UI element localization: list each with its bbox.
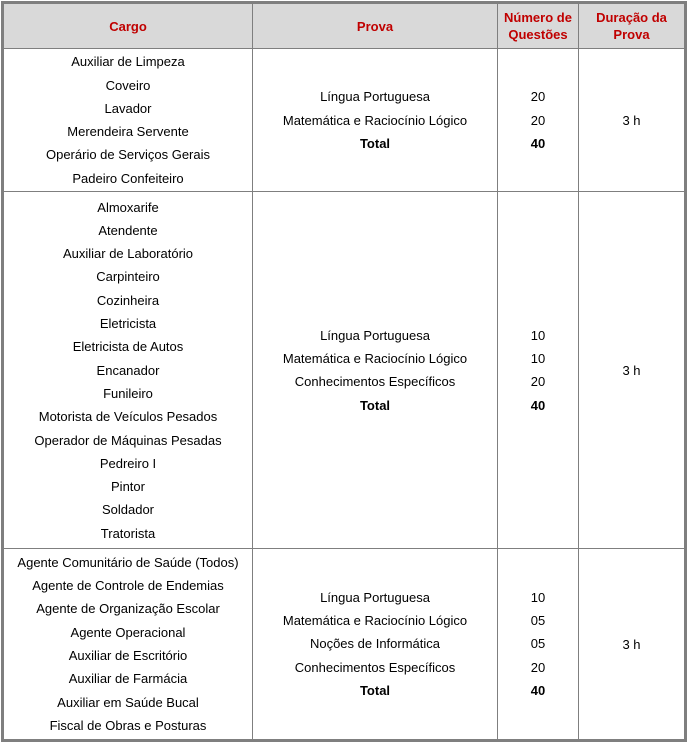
table-row: [3, 549, 686, 741]
header-duracao: Duração da Prova: [579, 3, 686, 49]
cargo-item: Eletricista: [99, 316, 157, 332]
questoes-value: 20: [530, 659, 546, 675]
cargo-item: Agente de Organização Escolar: [36, 601, 220, 617]
prova-item: Matemática e Raciocínio Lógico: [282, 350, 468, 366]
total-value: 40: [530, 135, 546, 151]
total-label: Total: [359, 683, 391, 699]
exam-table: [1, 1, 687, 742]
questoes-cell: [498, 549, 579, 741]
cargo-item: Funileiro: [103, 385, 153, 401]
cargo-item: Auxiliar em Saúde Bucal: [57, 694, 199, 710]
prova-cell: [253, 549, 498, 741]
prova-item: Matemática e Raciocínio Lógico: [282, 613, 468, 629]
questoes-cell: [498, 49, 579, 192]
prova-item: Noções de Informática: [309, 636, 441, 652]
questoes-value: 05: [530, 613, 546, 629]
duracao-cell: 3 h: [579, 192, 686, 549]
prova-cell: [253, 192, 498, 549]
cargo-item: Agente Operacional: [70, 624, 186, 640]
header-cargo: Cargo: [3, 3, 253, 49]
header-row: [3, 3, 686, 49]
questoes-cell: [498, 192, 579, 549]
cargo-item: Auxiliar de Laboratório: [62, 246, 194, 262]
cargo-item: Fiscal de Obras e Posturas: [49, 717, 207, 733]
cargo-cell: [3, 49, 253, 192]
cargo-item: Encanador: [96, 362, 160, 378]
questoes-value: 10: [530, 327, 546, 343]
questoes-value: 20: [530, 112, 546, 128]
prova-item: Conhecimentos Específicos: [294, 659, 456, 675]
cargo-cell: [3, 192, 253, 549]
questoes-value: 10: [530, 589, 546, 605]
cargo-item: Tratorista: [100, 525, 156, 541]
cargo-item: Lavador: [104, 100, 152, 116]
total-label: Total: [359, 397, 391, 413]
cargo-item: Eletricista de Autos: [72, 339, 184, 355]
cargo-item: Operador de Máquinas Pesadas: [34, 432, 222, 448]
cargo-item: Auxiliar de Escritório: [68, 648, 188, 664]
cargo-item: Carpinteiro: [96, 269, 160, 285]
prova-cell: [253, 49, 498, 192]
duracao-cell: 3 h: [579, 49, 686, 192]
table-row: [3, 192, 686, 549]
cargo-item: Soldador: [101, 502, 155, 518]
cargo-item: Agente Comunitário de Saúde (Todos): [17, 554, 239, 570]
cargo-item: Cozinheira: [96, 292, 160, 308]
total-value: 40: [530, 683, 546, 699]
prova-item: Língua Portuguesa: [320, 327, 430, 343]
prova-item: Matemática e Raciocínio Lógico: [282, 112, 468, 128]
cargo-item: Motorista de Veículos Pesados: [38, 409, 218, 425]
total-value: 40: [530, 397, 546, 413]
cargo-cell: [3, 549, 253, 741]
prova-item: Língua Portuguesa: [320, 589, 430, 605]
cargo-item: Auxiliar de Limpeza: [71, 54, 185, 70]
total-label: Total: [359, 135, 391, 151]
cargo-item: Pintor: [111, 479, 145, 495]
cargo-item: Padeiro Confeiteiro: [72, 170, 184, 186]
cargo-item: Coveiro: [105, 77, 151, 93]
questoes-value: 20: [530, 89, 546, 105]
questoes-value: 05: [530, 636, 546, 652]
questoes-value: 20: [530, 374, 546, 390]
cargo-item: Atendente: [98, 222, 158, 238]
cargo-item: Auxiliar de Farmácia: [68, 671, 188, 687]
prova-item: Conhecimentos Específicos: [294, 374, 456, 390]
prova-item: Língua Portuguesa: [320, 89, 430, 105]
duracao-cell: 3 h: [579, 549, 686, 741]
cargo-item: Agente de Controle de Endemias: [32, 578, 224, 594]
cargo-item: Pedreiro I: [99, 455, 157, 471]
table-row: [3, 49, 686, 192]
header-questoes: Número de Questões: [498, 3, 579, 49]
cargo-item: Almoxarife: [97, 199, 159, 215]
cargo-item: Merendeira Servente: [67, 124, 189, 140]
header-prova: Prova: [253, 3, 498, 49]
questoes-value: 10: [530, 350, 546, 366]
cargo-item: Operário de Serviços Gerais: [45, 147, 210, 163]
